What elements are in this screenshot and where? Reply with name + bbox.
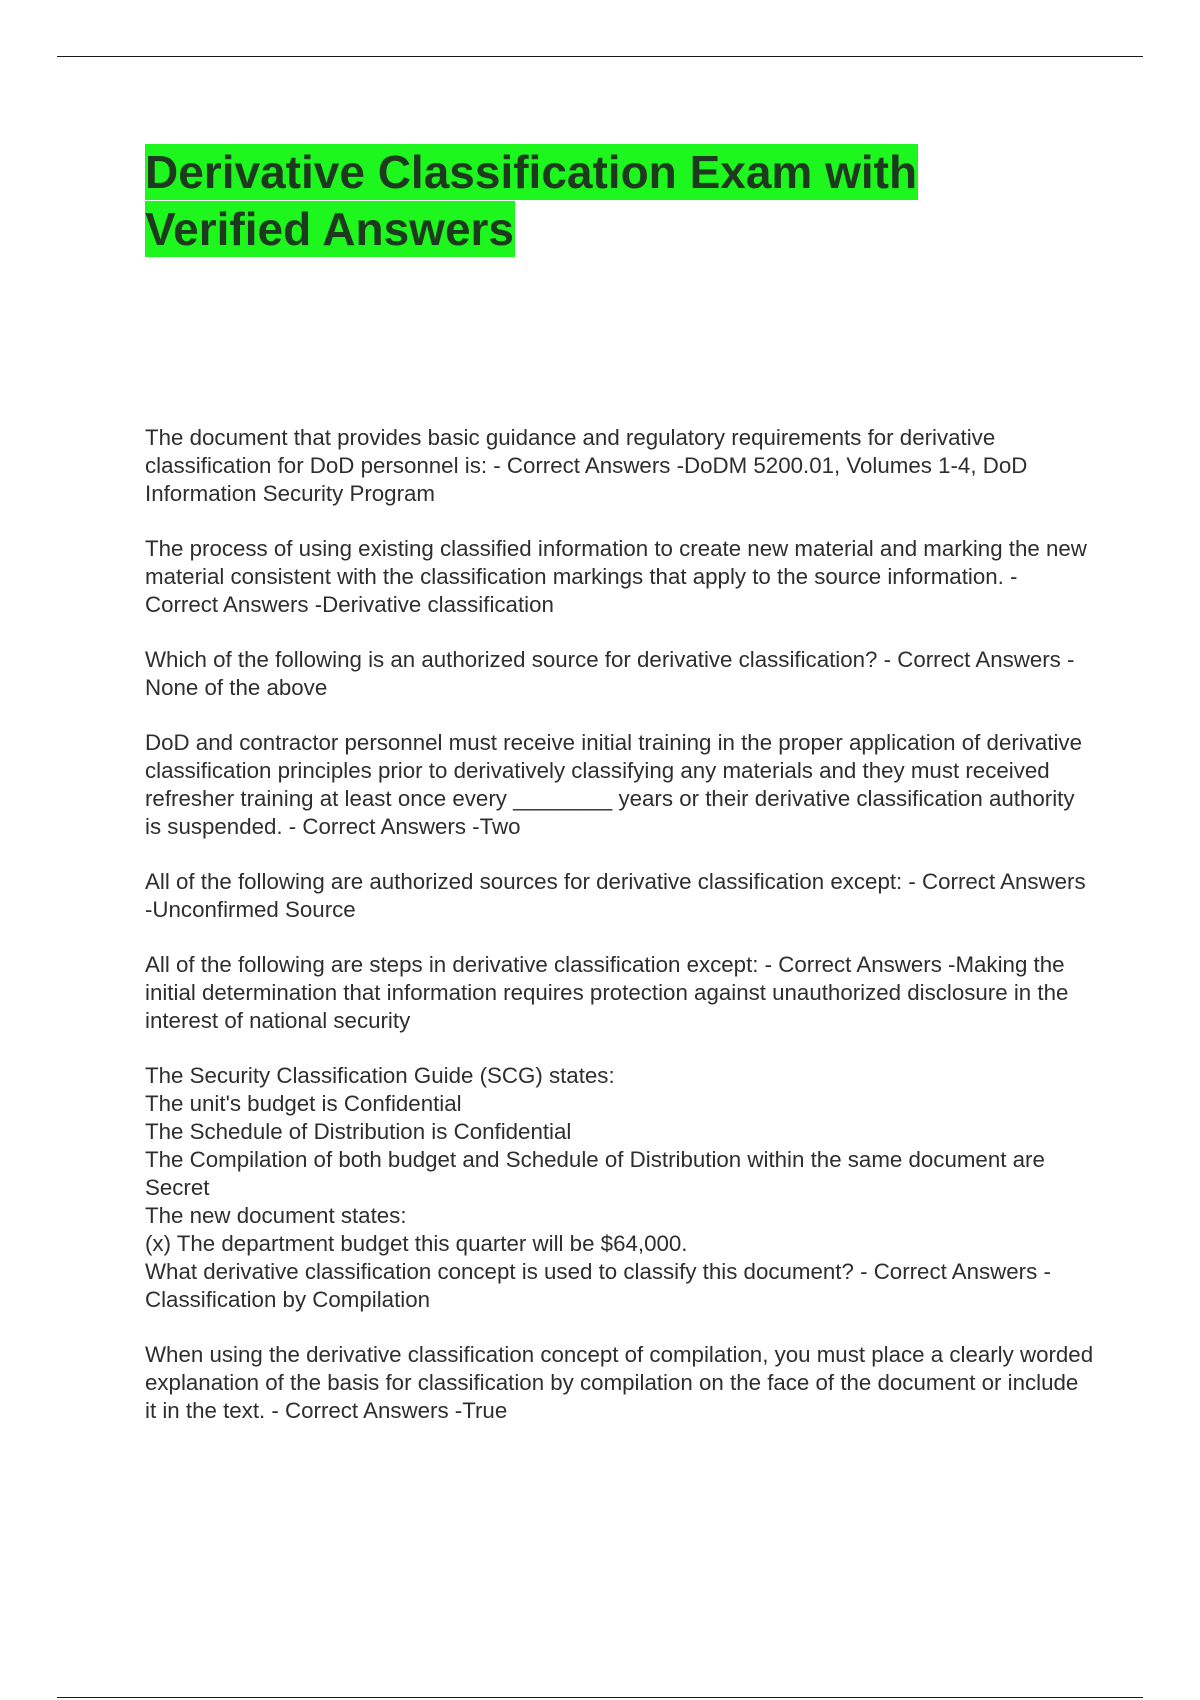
qa-entry-2: The process of using existing classified information to create new material and marking the new material consistent with the classification markings that apply to the source information. - Correct Answers -Derivative classification xyxy=(145,536,1087,617)
footer-rule xyxy=(57,1697,1143,1698)
qa-list xyxy=(145,424,1095,1452)
header-rule xyxy=(57,56,1143,57)
title-highlight: Derivative Classification Exam with Verified Answers xyxy=(145,146,918,255)
page-title xyxy=(145,144,1045,258)
qa-entry-7: The Security Classification Guide (SCG) states: The unit's budget is Confidential The Schedule of Distribution is Confidential The Compilation of both budget and Schedule of Distribution within the same document are Secret The new document states: (x) The department budget this quarter will be $64,000. What derivative classification concept is used to classify this document? - Correct Answers -Classification by Compilation xyxy=(145,1063,1051,1312)
qa-entry-5: All of the following are authorized sources for derivative classification except: - Correct Answers -Unconfirmed Source xyxy=(145,869,1086,922)
qa-entry-4: DoD and contractor personnel must receive initial training in the proper application of derivative classification principles prior to derivatively classifying any materials and they must received refresher training at least once every ________ years or their derivative classification authority is suspended. - Correct Answers -Two xyxy=(145,730,1082,839)
qa-entry-8: When using the derivative classification concept of compilation, you must place a clearly worded explanation of the basis for classification by compilation on the face of the document or include it in the text. - Correct Answers -True xyxy=(145,1342,1094,1423)
qa-entry-3: Which of the following is an authorized source for derivative classification? - Correct Answers -None of the above xyxy=(145,647,1075,700)
qa-entry-6: All of the following are steps in derivative classification except: - Correct Answers -Making the initial determination that information requires protection against unauthorized disclosure in the interest of national security xyxy=(145,952,1069,1033)
qa-entry-1: The document that provides basic guidance and regulatory requirements for derivative classification for DoD personnel is: - Correct Answers -DoDM 5200.01, Volumes 1-4, DoD Information Security Program xyxy=(145,425,1028,506)
